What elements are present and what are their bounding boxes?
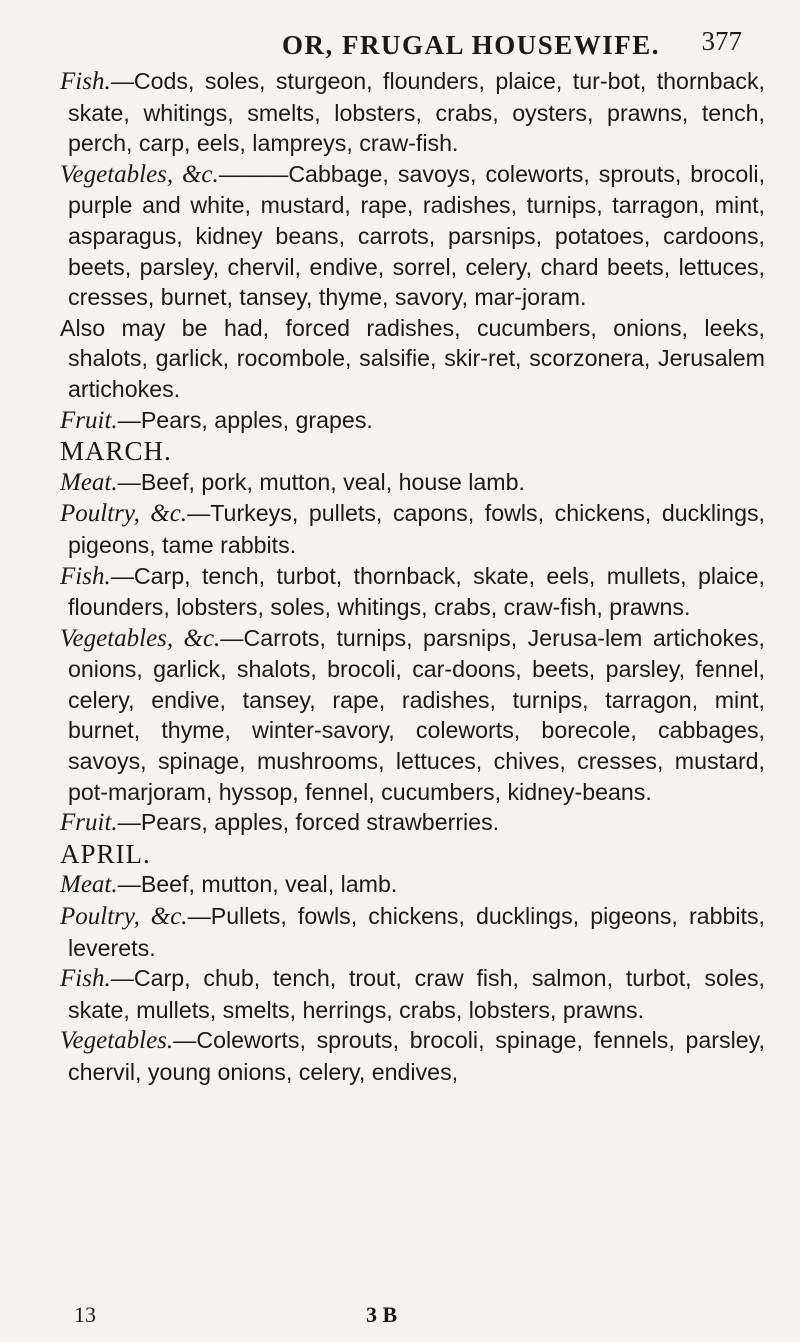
entry-label: Vegetables, &c. bbox=[60, 160, 219, 188]
signature-number: 13 bbox=[74, 1302, 96, 1327]
running-head bbox=[0, 22, 800, 62]
entry-feb-vegetables bbox=[60, 159, 765, 313]
entry-apr-poultry bbox=[60, 901, 765, 963]
entry-text: —Beef, pork, mutton, veal, house lamb. bbox=[117, 468, 525, 495]
entry-mar-fruit bbox=[60, 807, 765, 839]
entry-label: Fruit. bbox=[60, 809, 118, 837]
entry-apr-vegetables bbox=[60, 1025, 765, 1087]
entry-feb-also bbox=[60, 313, 765, 405]
entry-label: Poultry, &c. bbox=[60, 903, 188, 931]
entry-label: Poultry, &c. bbox=[60, 500, 188, 528]
entry-text: —Turkeys, pullets, capons, fowls, chickens, ducklings, pigeons, tame rabbits. bbox=[68, 500, 765, 558]
entry-apr-meat bbox=[60, 869, 765, 901]
entry-text: —Pears, apples, grapes. bbox=[117, 406, 373, 433]
entry-feb-fish bbox=[60, 66, 765, 159]
entry-label: Fish. bbox=[60, 68, 111, 95]
entry-text: —Pullets, fowls, chickens, ducklings, pigeons, rabbits, leverets. bbox=[68, 903, 765, 961]
entry-label: Vegetables, &c. bbox=[60, 624, 221, 652]
entry-label: Vegetables. bbox=[60, 1027, 174, 1055]
signature-mark: 3 B bbox=[366, 1302, 398, 1327]
entry-label: Fruit. bbox=[60, 406, 118, 434]
entry-text: —Coleworts, sprouts, brocoli, spinage, fennels, parsley, chervil, young onions, celery, endives, bbox=[68, 1027, 765, 1085]
entry-text: —Cods, soles, sturgeon, flounders, plaice, tur-bot, thornback, skate, whitings, smelts, lobsters, crabs, oysters, prawns, tench, perch, carp, eels, lampreys, craw-fish. bbox=[68, 68, 765, 157]
entry-text: —Pears, apples, forced strawberries. bbox=[117, 809, 500, 836]
entry-label: Fish. bbox=[60, 562, 111, 590]
running-title: OR, FRUGAL HOUSEWIFE. bbox=[282, 30, 661, 60]
entry-label: Meat. bbox=[60, 871, 118, 899]
entry-label: Meat. bbox=[60, 468, 118, 496]
entry-text: —Beef, mutton, veal, lamb. bbox=[117, 871, 398, 898]
entry-apr-fish bbox=[60, 963, 765, 1025]
entry-mar-fish bbox=[60, 561, 765, 623]
month-heading-april: APRIL. bbox=[60, 838, 151, 869]
page-number: 377 bbox=[701, 26, 742, 56]
entry-text: —Carp, tench, turbot, thornback, skate, eels, mullets, plaice, flounders, lobsters, soles, whitings, crabs, craw-fish, prawns. bbox=[68, 562, 765, 621]
month-heading-march: MARCH. bbox=[60, 436, 172, 467]
entry-mar-poultry bbox=[60, 498, 765, 560]
entry-label: Fish. bbox=[60, 965, 111, 993]
entry-text: —Carrots, turnips, parsnips, Jerusa-lem artichokes, onions, garlick, shalots, brocoli, car-doons, beets, parsley, fennel, celery, endive, tansey, rape, radishes, turnips, tarragon, mint, burnet, thyme, winter-savory, coleworts, borecole, cabbages, savoys, spinage, mushrooms, lettuces, chives, cresses, mustard, pot-marjoram, hyssop, fennel, cucumbers, kidney-beans. bbox=[68, 624, 766, 805]
entry-mar-vegetables bbox=[60, 623, 765, 808]
page-footer bbox=[0, 1302, 800, 1332]
entry-text: —Carp, chub, tench, trout, craw fish, salmon, turbot, soles, skate, mullets, smelts, herrings, crabs, lobsters, prawns. bbox=[68, 965, 765, 1023]
entry-text: ———Cabbage, savoys, coleworts, sprouts, brocoli, purple and white, mustard, rape, radishes, turnips, tarragon, mint, asparagus, kidney beans, carrots, parsnips, potatoes, cardoons, beets, parsley, chervil, endive, sorrel, celery, chard beets, lettuces, cresses, burnet, tansey, thyme, savory, mar-joram. bbox=[68, 160, 766, 311]
page-body bbox=[60, 66, 765, 1088]
entry-mar-meat bbox=[60, 467, 765, 499]
entry-text: Also may be had, forced radishes, cucumbers, onions, leeks, shalots, garlick, rocombole, salsifie, skir-ret, scorzonera, Jerusalem artichokes. bbox=[60, 314, 765, 402]
entry-feb-fruit bbox=[60, 405, 765, 437]
